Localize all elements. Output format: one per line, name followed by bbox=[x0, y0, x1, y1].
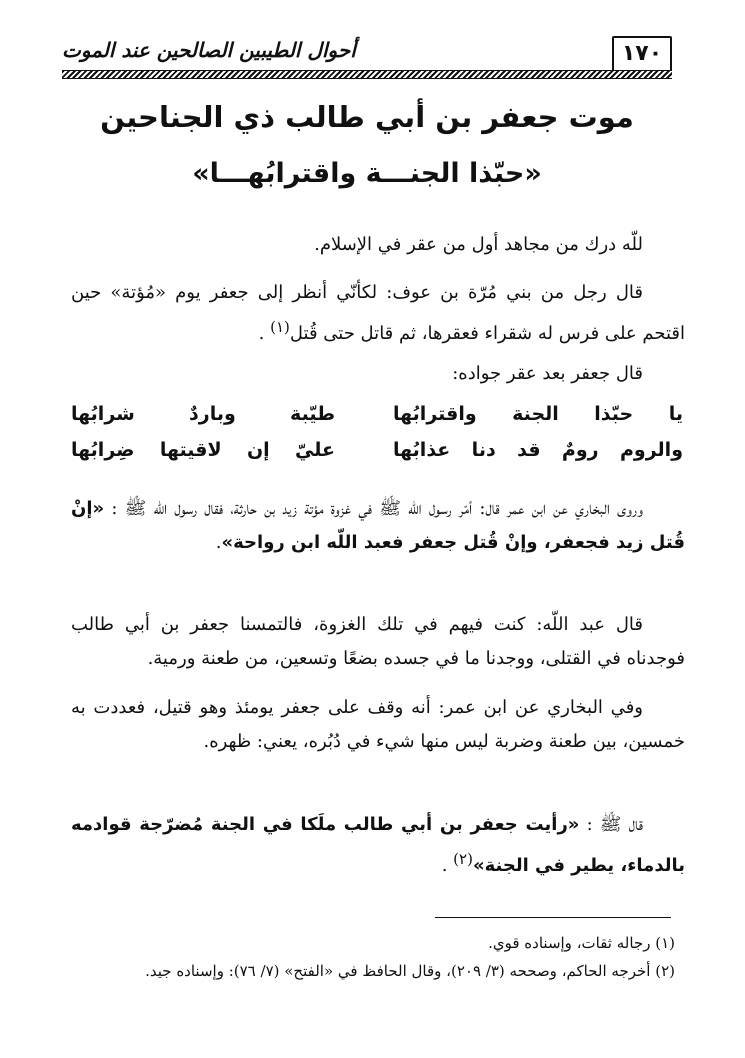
paragraph-3: قال جعفر بعد عقر جواده: bbox=[452, 363, 643, 384]
verse-1 bbox=[71, 403, 683, 437]
footnote-2: (٢) أخرجه الحاكم، وصححه (٣/ ٢٠٩)، وقال الحافظ في «الفتح» (٧/ ٧٦): وإسناده جيد. bbox=[145, 962, 675, 980]
paragraph-4-end: . bbox=[215, 532, 222, 553]
verse-2-first-hemistich: والروم رومٌ قد دنا عذابُها bbox=[393, 439, 683, 461]
paragraph-2: قال رجل من بني مُرّة بن عوف: لكأنّي أنظر إلى جعفر يوم «مُؤتة» حين اقتحم على فرس له شقراء فعقرها، ثم قاتل حتى قُتل$^{(١)}$ . bbox=[71, 282, 685, 344]
footnote-ref-2: (٢) bbox=[453, 850, 473, 868]
paragraph-2-text: قال رجل من بني مُرّة بن عوف: لكأنّي أنظر إلى جعفر يوم «مُؤتة» حين اقتحم على فرس له شقراء فعقرها، ثم قاتل حتى قُتل bbox=[71, 282, 685, 344]
verse-1-second-hemistich: طيّبة وباردٌ شرابُها bbox=[71, 403, 335, 425]
footnote-1: (١) رجاله ثقات، وإسناده قوي. bbox=[488, 934, 675, 952]
verse-2-second-hemistich: عليّ إن لاقيتها ضِرابُها bbox=[71, 439, 335, 461]
paragraph-4 bbox=[71, 492, 685, 560]
paragraph-7-hadith: «رأيت جعفر بن أبي طالب ملَكا في الجنة مُضرّجة قوادمه بالدماء، يطير في الجنة» bbox=[71, 814, 685, 876]
verse-2 bbox=[71, 439, 683, 473]
header-divider bbox=[62, 70, 672, 79]
paragraph-7-text: قال ﷺ : bbox=[579, 814, 643, 835]
paragraph-1: للّه درك من مجاهد أول من عقر في الإسلام. bbox=[314, 234, 643, 255]
chapter-subtitle: «حبّذا الجنـــة واقترابُهـــا» bbox=[192, 158, 542, 189]
chapter-title: موت جعفر بن أبي طالب ذي الجناحين bbox=[100, 100, 634, 134]
paragraph-6: وفي البخاري عن ابن عمر: أنه وقف على جعفر يومئذ وهو قتيل، فعددت به خمسين، بين طعنة وضربة ليس منها شيء في دُبُره، يعني: ظهره. bbox=[71, 697, 685, 752]
paragraph-4-hadith: «إنْ قُتل زيد فجعفر، وإنْ قُتل جعفر فعبد اللّه ابن رواحة» bbox=[71, 498, 685, 553]
paragraph-7: قال ﷺ : «رأيت جعفر بن أبي طالب ملَكا في الجنة مُضرّجة قوادمه بالدماء، يطير في الجنة»$^{(٢)}$ . bbox=[71, 814, 685, 876]
page-header bbox=[62, 36, 672, 80]
footnote-divider bbox=[435, 917, 671, 918]
verse-1-first-hemistich: يا حبّذا الجنة واقترابُها bbox=[393, 403, 683, 425]
running-title: أحوال الطيبين الصالحين عند الموت bbox=[62, 38, 356, 62]
page-number: ١٧٠ bbox=[612, 36, 672, 72]
footnote-ref-1: (١) bbox=[270, 318, 290, 336]
paragraph-5: قال عبد اللّه: كنت فيهم في تلك الغزوة، فالتمسنا جعفر بن أبي طالب فوجدناه في القتلى، ووجدنا ما في جسده بضعًا وتسعين، من طعنة ورمية. bbox=[71, 614, 685, 669]
paragraph-4-text: وروى البخاري عن ابن عمر قال: أمّر رسول اللّه ﷺ في غزوة مؤتة زيد بن حارثة، فقال رسول اللّه ﷺ : bbox=[104, 498, 643, 519]
